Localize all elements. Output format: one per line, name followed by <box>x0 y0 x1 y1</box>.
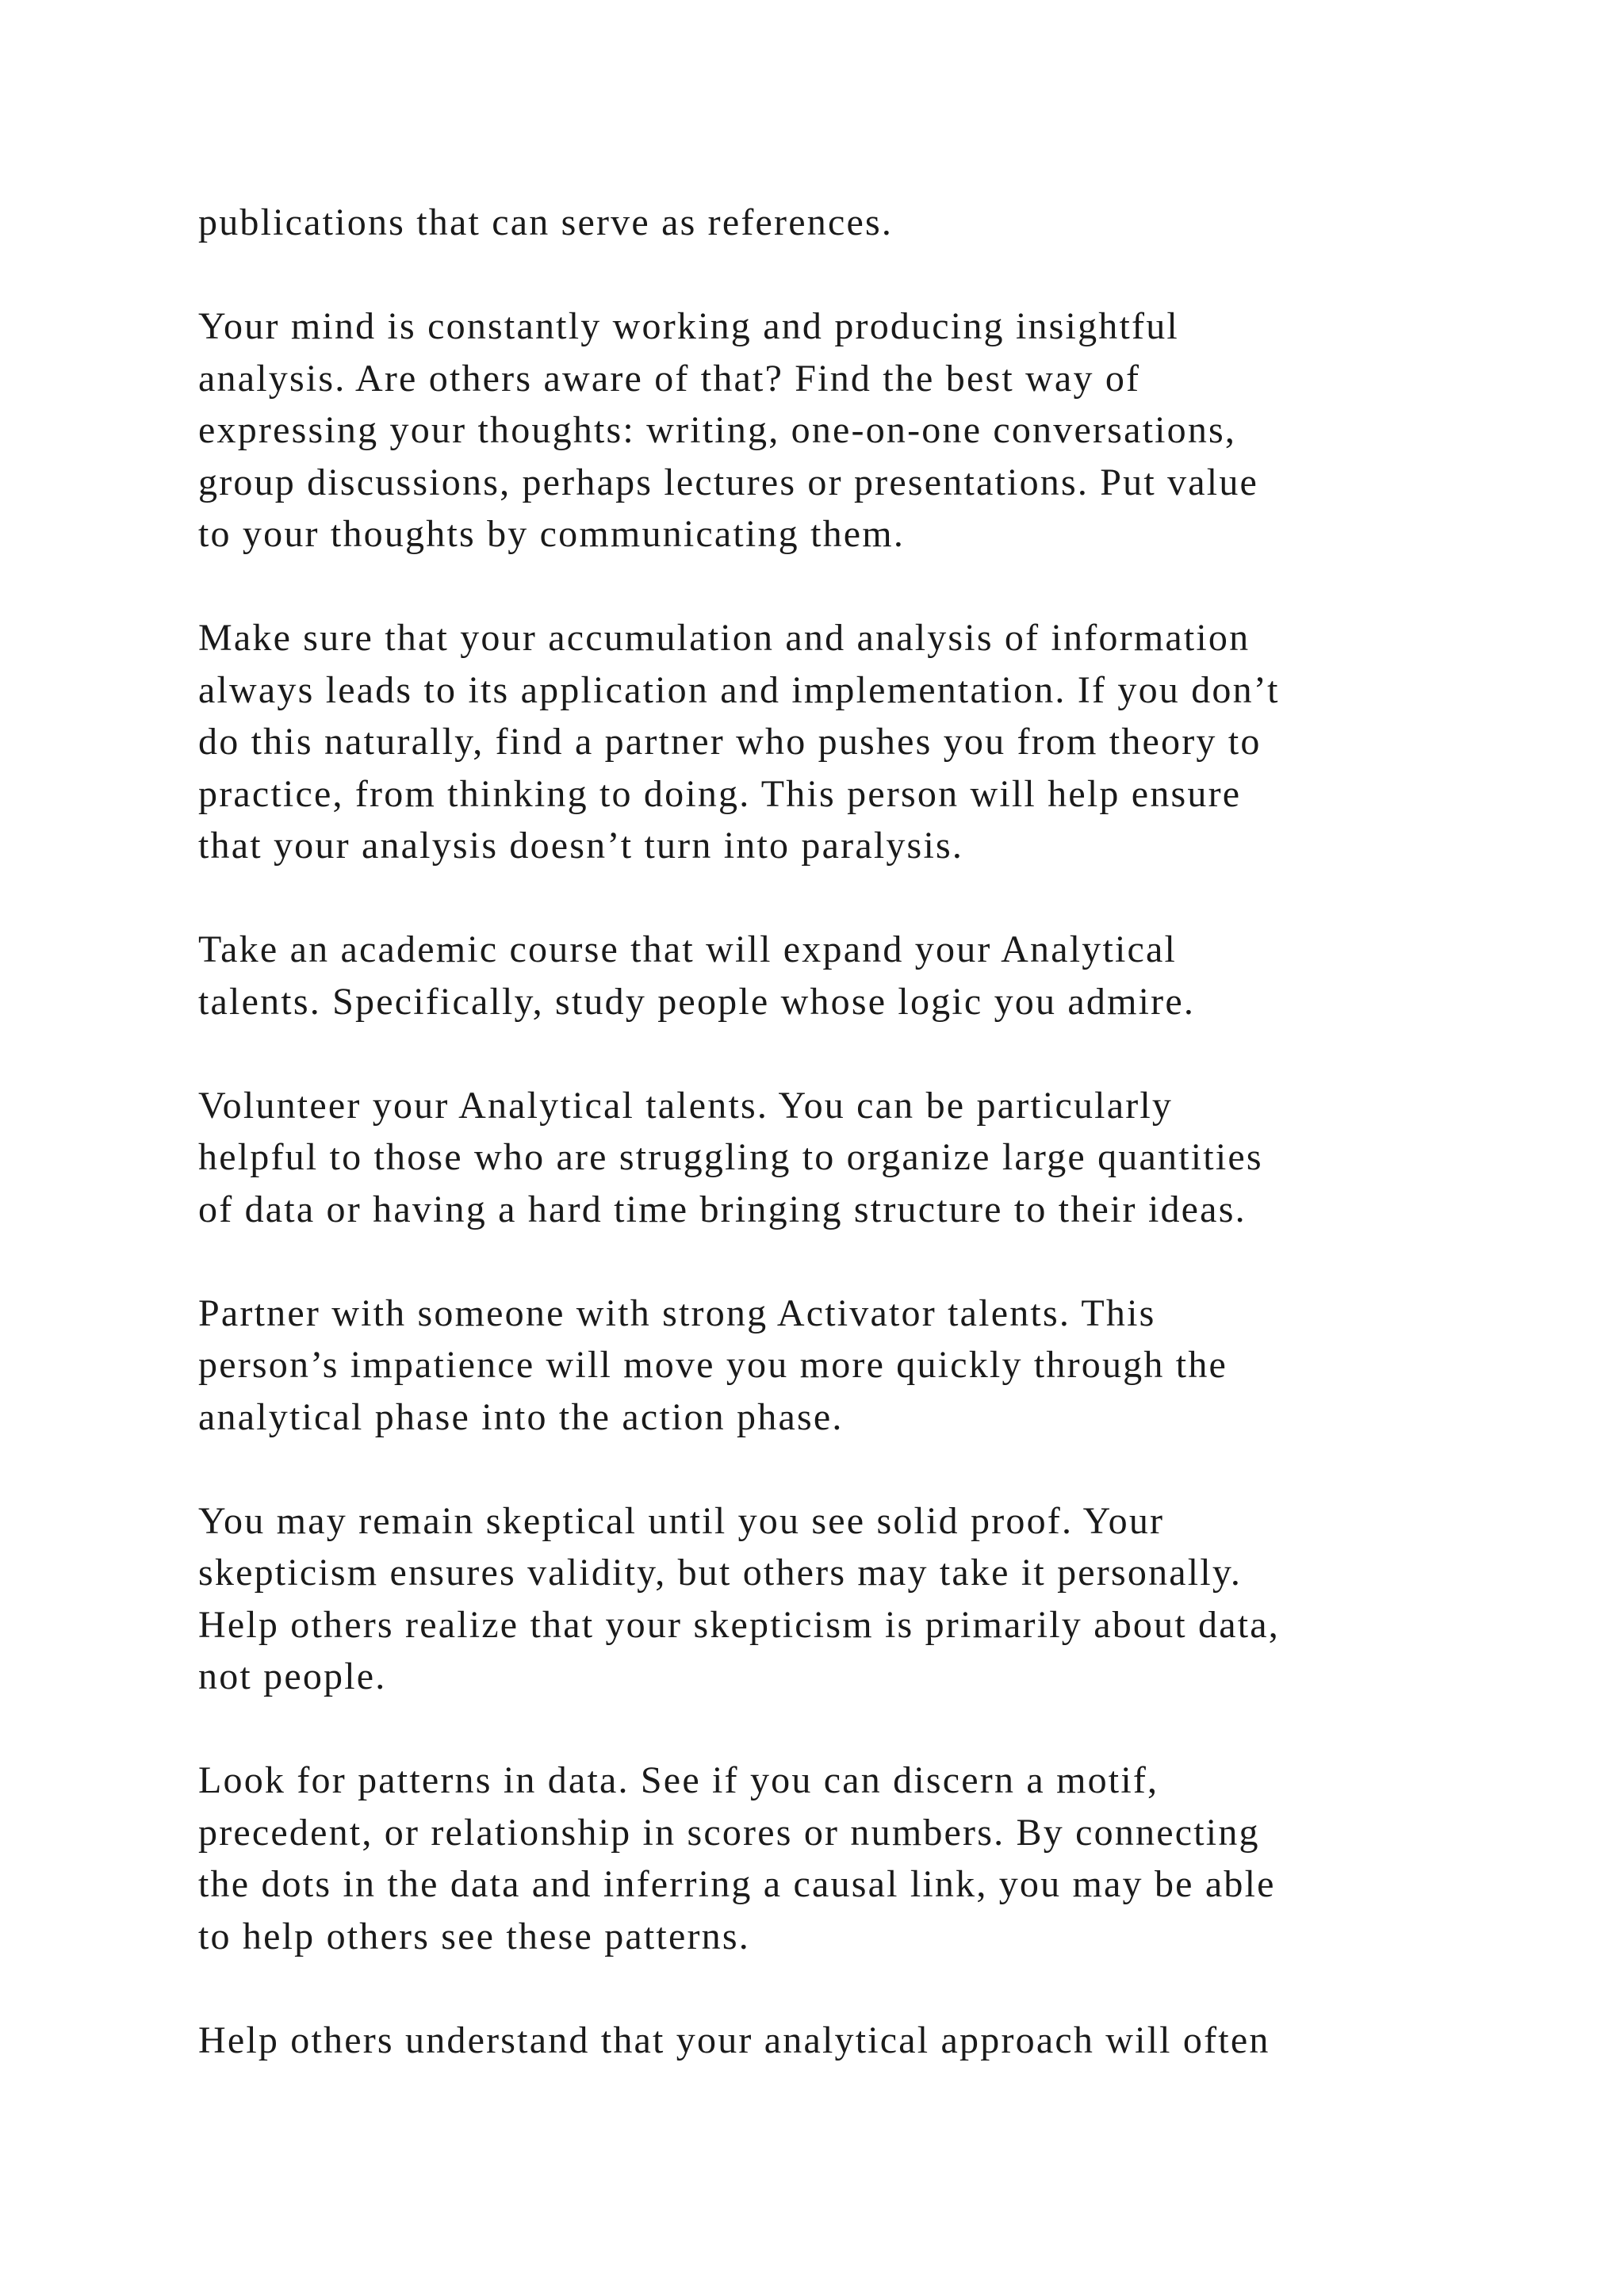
text-line: person’s impatience will move you more quickly through the <box>198 1344 1228 1386</box>
text-line: Make sure that your accumulation and analysis of information <box>198 617 1251 659</box>
text-line: You may remain skeptical until you see solid proof. Your <box>198 1499 1165 1542</box>
text-line: skepticism ensures validity, but others may take it personally. <box>198 1552 1243 1594</box>
text-line: expressing your thoughts: writing, one-on-one conversations, <box>198 409 1237 451</box>
text-line: practice, from thinking to doing. This person will help ensure <box>198 772 1242 815</box>
text-line: analytical phase into the action phase. <box>198 1395 844 1438</box>
text-line: analysis. Are others aware of that? Find the best way of <box>198 357 1141 400</box>
text-line: Look for patterns in data. See if you can discern a motif, <box>198 1759 1159 1801</box>
text-line: Your mind is constantly working and producing insightful <box>198 305 1179 347</box>
text-line: group discussions, perhaps lectures or presentations. Put value <box>198 461 1259 503</box>
text-line: Help others understand that your analytical approach will often <box>198 2019 1270 2061</box>
document-body <box>198 197 1467 2118</box>
text-line: that your analysis doesn’t turn into paralysis. <box>198 825 964 867</box>
paragraph <box>198 300 1467 561</box>
text-line: of data or having a hard time bringing structure to their ideas. <box>198 1188 1247 1230</box>
paragraph <box>198 197 1467 249</box>
text-line: talents. Specifically, study people whose logic you admire. <box>198 980 1196 1023</box>
text-line: Partner with someone with strong Activator talents. This <box>198 1292 1156 1334</box>
text-line: do this naturally, find a partner who pushes you from theory to <box>198 721 1262 763</box>
paragraph <box>198 2015 1467 2067</box>
text-line: the dots in the data and inferring a causal link, you may be able <box>198 1863 1276 1905</box>
paragraph <box>198 1288 1467 1444</box>
paragraph <box>198 1080 1467 1236</box>
paragraph <box>198 1495 1467 1703</box>
text-line: to help others see these patterns. <box>198 1915 750 1957</box>
text-line: not people. <box>198 1655 387 1697</box>
text-line: Take an academic course that will expand your Analytical <box>198 928 1178 970</box>
text-line: always leads to its application and implementation. If you don’t <box>198 668 1280 711</box>
paragraph <box>198 1755 1467 1962</box>
paragraph <box>198 924 1467 1027</box>
paragraph <box>198 612 1467 872</box>
text-line: publications that can serve as references. <box>198 201 894 243</box>
text-line: precedent, or relationship in scores or numbers. By connecting <box>198 1811 1260 1854</box>
text-line: to your thoughts by communicating them. <box>198 513 906 555</box>
text-line: helpful to those who are struggling to organize large quantities <box>198 1136 1263 1178</box>
text-line: Volunteer your Analytical talents. You can be particularly <box>198 1084 1174 1127</box>
text-line: Help others realize that your skepticism is primarily about data, <box>198 1603 1280 1646</box>
